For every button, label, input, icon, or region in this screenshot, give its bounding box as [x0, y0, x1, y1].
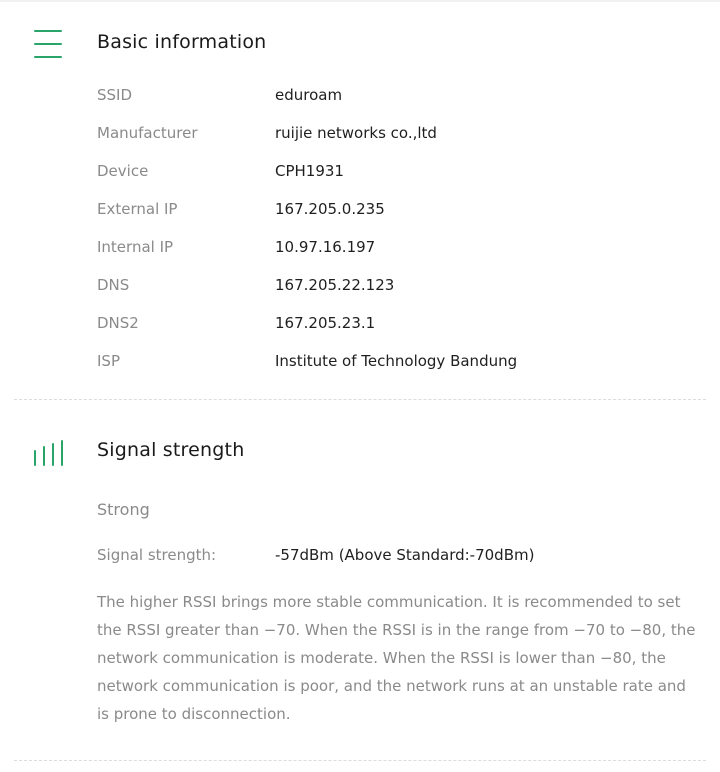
info-value: eduroam — [275, 86, 343, 104]
info-label: External IP — [97, 200, 178, 218]
info-label: Manufacturer — [97, 124, 198, 142]
info-label: ISP — [97, 352, 120, 370]
info-row-device — [97, 160, 697, 186]
signal-strength-section — [0, 400, 720, 772]
signal-strength-row — [97, 544, 697, 570]
info-label: Device — [97, 162, 149, 180]
menu-icon-line — [34, 56, 62, 58]
signal-level-text: Strong — [97, 500, 150, 519]
info-label: DNS — [97, 276, 130, 294]
menu-icon — [34, 30, 62, 58]
info-row-ssid — [97, 84, 697, 110]
info-row-isp — [97, 350, 697, 376]
info-value: 10.97.16.197 — [275, 238, 376, 256]
info-row-manufacturer — [97, 122, 697, 148]
info-value: 167.205.22.123 — [275, 276, 395, 294]
info-value: 167.205.23.1 — [275, 314, 376, 332]
info-row-external-ip — [97, 198, 697, 224]
signal-strength-label: Signal strength: — [97, 546, 217, 564]
info-value: 167.205.0.235 — [275, 200, 385, 218]
signal-bar — [34, 450, 36, 466]
menu-icon-line — [34, 43, 62, 45]
basic-information-title: Basic information — [97, 31, 267, 53]
info-label: SSID — [97, 86, 133, 104]
info-label: DNS2 — [97, 314, 139, 332]
info-row-dns2 — [97, 312, 697, 338]
info-value: Institute of Technology Bandung — [275, 352, 518, 370]
info-value: CPH1931 — [275, 162, 344, 180]
signal-bar — [61, 440, 63, 466]
signal-strength-value: -57dBm (Above Standard:-70dBm) — [275, 546, 535, 564]
signal-bar — [52, 443, 54, 466]
info-row-dns — [97, 274, 697, 300]
signal-bars-icon — [34, 440, 64, 466]
info-value: ruijie networks co.,ltd — [275, 124, 437, 142]
menu-icon-line — [34, 30, 62, 32]
signal-bar — [43, 446, 45, 466]
info-row-internal-ip — [97, 236, 697, 262]
signal-description: The higher RSSI brings more stable communication. It is recommended to set the RSSI greater than −70. When the RSSI is in the range from −70 to −80, the network communication is moderate. When the RSSI is lower than −80, the network communication is poor, and the network runs at an unstable rate and is prone to disconnection. — [97, 593, 696, 723]
info-label: Internal IP — [97, 238, 174, 256]
signal-strength-title: Signal strength — [97, 439, 245, 461]
section-divider — [14, 760, 706, 761]
